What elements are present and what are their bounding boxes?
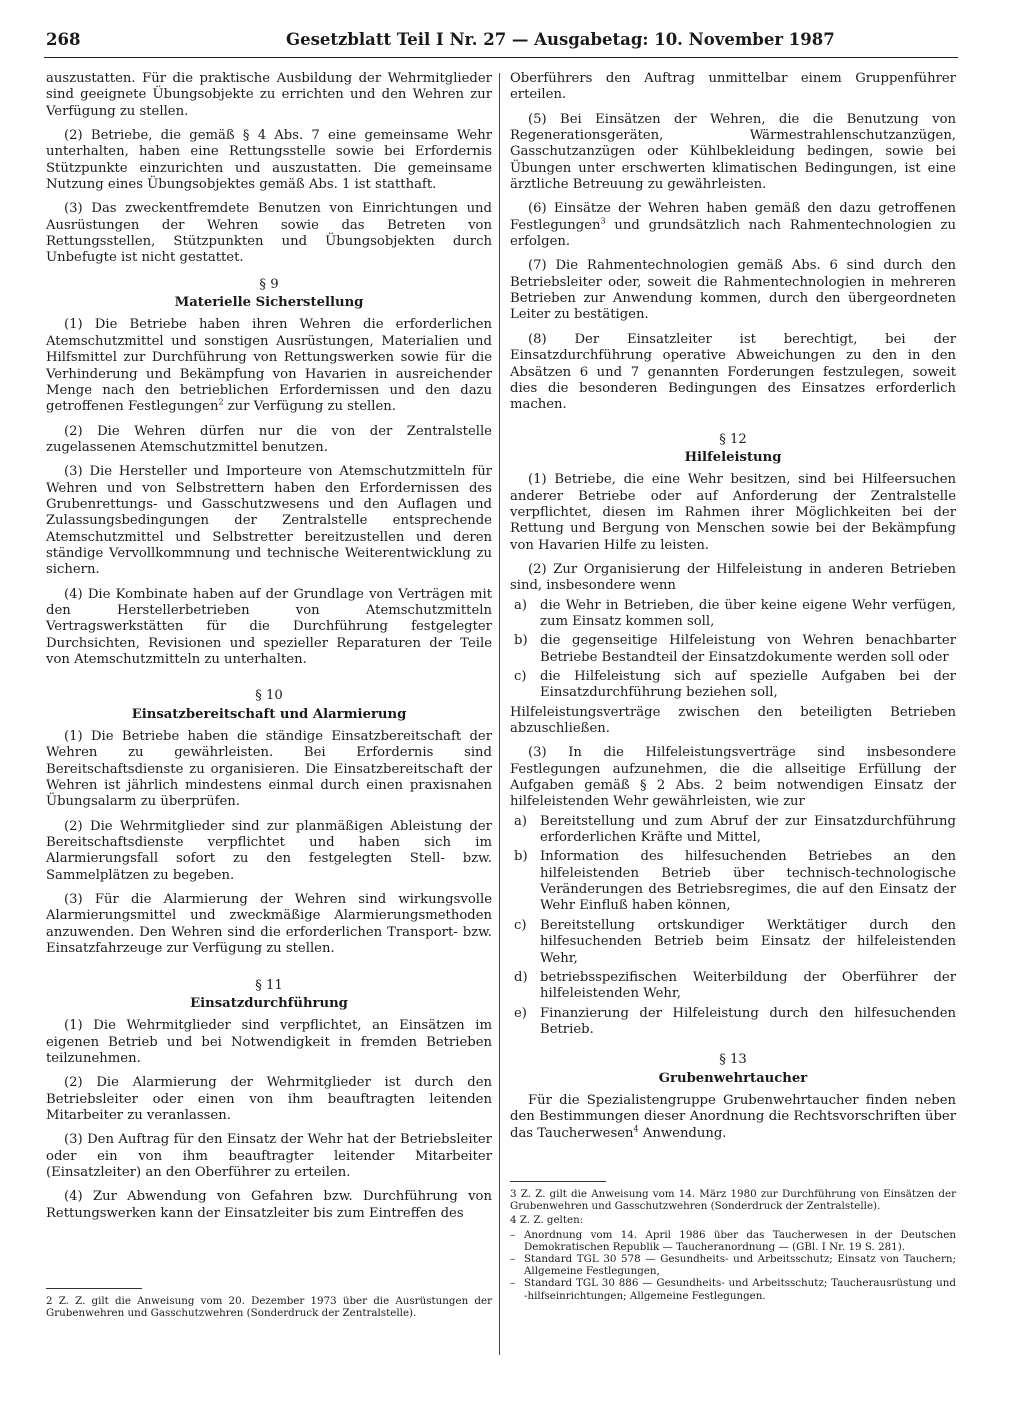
section-title: Einsatzbereitschaft und Alarmierung [131, 706, 407, 722]
item-text: Information des hilfesuchenden Betriebes an den hilfeleistenden Betrieb über technisch-technologische Veränderungen des Betriebsregimes, die auf den Einsatz der Wehr Einfluß haben können, [540, 849, 956, 914]
footnote-item-text: Anordnung vom 14. April 1986 über das Taucherwesen in der Deutschen Demokratischen Republik — Taucheranordnung — (GBl. I Nr. 19 S. 281). [524, 1228, 956, 1253]
footnote-item-text: Standard TGL 30 578 — Gesundheits- und Arbeitsschutz; Einsatz von Tauchern; Allgemeine Festlegungen, [524, 1253, 956, 1278]
page-number: 268 [46, 30, 81, 49]
section-title: Materielle Sicherstellung [174, 295, 364, 311]
section-number: § 11 [255, 977, 283, 993]
section-title: Hilfeleistung [684, 449, 782, 465]
list-item [510, 849, 956, 914]
paragraph: (4) Die Kombinate haben auf der Grundlage von Verträgen mit den Herstellerbetrieben von Atemschutzmitteln Vertragswerkstätten für die Durchführung festgelegter Durchsichten, Revisionen und spezieller Reparaturen der Teile von Atemschutzmitteln zu unterhalten. [46, 586, 492, 667]
item-label: c) [514, 917, 527, 933]
paragraph: auszustatten. Für die praktische Ausbildung der Wehrmitglieder sind geeignete Übungsobjekte zu errichten und den Wehren zur Verfügung zu stellen. [46, 71, 492, 119]
footnotes-left [46, 1288, 492, 1321]
paragraph-text: Für die Spezialistengruppe Grubenwehrtaucher finden neben den Bestimmungen dieser Anordnung die Rechtsvorschriften über das Taucherwesen [510, 1092, 956, 1141]
list-item [510, 669, 956, 702]
paragraph: (2) Betriebe, die gemäß § 4 Abs. 7 eine gemeinsame Wehr unterhalten, haben eine Rettungsstelle sowie bei Erfordernis Stützpunkte einzurichten und auszustatten. Die gemeinsame Nutzung eines Übungsobjektes gemäß Abs. 1 ist statthaft. [46, 128, 492, 193]
section-number: § 9 [259, 276, 279, 292]
paragraph: (3) Für die Alarmierung der Wehren sind wirkungsvolle Alarmierungsmittel und zweckmäßige Alarmierungsmethoden anzuwenden. Den Wehren sind die erforderlichen Transport- bzw. Einsatzfahrzeuge zur Verfügung zu stellen. [46, 892, 492, 957]
enumeration [510, 814, 956, 1038]
footnote-ref: 2 [218, 397, 224, 407]
enumeration [510, 598, 956, 702]
paragraph: (4) Zur Abwendung von Gefahren bzw. Durchführung von Rettungswerken kann der Einsatzleiter bis zum Eintreffen des [46, 1189, 492, 1221]
section-number: § 13 [719, 1052, 747, 1068]
footnote-item: – Standard TGL 30 578 — Gesundheits- und Arbeitsschutz; Einsatz von Tauchern; Allgemeine Festlegungen, [510, 1253, 956, 1278]
column-divider [499, 73, 500, 1355]
footnote-item-text: Standard TGL 30 886 — Gesundheits- und Arbeitsschutz; Taucherausrüstung und -hilfseinrichtungen; Allgemeine Festlegungen. [524, 1277, 956, 1302]
footnote-item: – Standard TGL 30 886 — Gesundheits- und Arbeitsschutz; Taucherausrüstung und -hilfseinrichtungen; Allgemeine Festlegungen. [510, 1277, 956, 1302]
list-item [510, 633, 956, 666]
paragraph: (3) In die Hilfeleistungsverträge sind insbesondere Festlegungen aufzunehmen, die die allseitige Erfüllung der Aufgaben gemäß § 2 Abs. 2 beim notwendigen Einsatz der hilfeleistenden Wehr gewährleisten, wie zur [510, 745, 956, 810]
paragraph-text: (1) Die Betriebe haben ihren Wehren die erforderlichen Atemschutzmittel und sonstigen Ausrüstungen, Materialien und Hilfsmittel zur Durchführung von Rettungswerken sowie für die Verhinderung und Bekämpfung von Havarien in ausreichender Menge nach den betrieblichen Erfordernissen und den dazu getroffenen Festlegungen [46, 317, 492, 415]
item-text: Bereitstellung und zum Abruf der zur Einsatzdurchführung erforderlichen Kräfte und Mittel, [540, 813, 956, 846]
list-item [510, 1006, 956, 1039]
right-column [510, 71, 956, 1150]
paragraph [510, 201, 956, 250]
left-column [46, 71, 492, 1230]
section-number: § 12 [719, 431, 747, 447]
paragraph: (2) Die Alarmierung der Wehrmitglieder ist durch den Betriebsleiter oder einen von ihm beauftragten leitenden Mitarbeiter zu veranlassen. [46, 1075, 492, 1123]
paragraph: Hilfeleistungsverträge zwischen den beteiligten Betrieben abzuschließen. [510, 704, 956, 737]
list-item [510, 970, 956, 1003]
paragraph-text: Anwendung. [638, 1125, 727, 1141]
footnote-rule [510, 1181, 606, 1182]
paragraph: (5) Bei Einsätzen der Wehren, die die Benutzung von Regenerationsgeräten, Wärmestrahlenschutzanzügen, Gasschutzanzügen oder Kühlbekleidung bedingen, sowie bei Übungen unter erschwerten klimatischen Bedingungen, ist eine ärztliche Betreuung zu gewährleisten. [510, 111, 956, 193]
item-text: die Wehr in Betrieben, die über keine eigene Wehr verfügen, zum Einsatz kommen soll, [540, 597, 956, 629]
section-title: Einsatzdurchführung [190, 995, 348, 1011]
paragraph [510, 1093, 956, 1142]
page-header [46, 30, 954, 56]
paragraph: Oberführers den Auftrag unmittelbar einem Gruppenführer erteilen. [510, 71, 956, 103]
list-item [510, 814, 956, 847]
section-title: Grubenwehrtaucher [658, 1070, 808, 1086]
header-rule [44, 57, 958, 58]
paragraph: (3) Die Hersteller und Importeure von Atemschutzmitteln für Wehren und von Selbstrettern haben den Erfordernissen des Grubenrettungs- und Gasschutzwesens und den Auflagen und Zulassungsbedingungen der Zentralstelle entsprechende Atemschutzmittel und Selbstretter bereitzustellen und deren ständige Vervollkommnung und technische Weiterentwicklung zu sichern. [46, 464, 492, 578]
footnote: 4 Z. Z. gelten: [510, 1214, 584, 1227]
paragraph: (1) Die Betriebe haben die ständige Einsatzbereitschaft der Wehren zu gewährleisten. Bei Erfordernis sind Bereitschaftsdienste zu organisieren. Die Einsatzbereitschaft der Wehren ist jährlich mindestens einmal durch einen praxisnahen Übungsalarm zu überprüfen. [46, 729, 492, 810]
item-label: a) [514, 813, 528, 829]
list-item [510, 598, 956, 631]
list-item [510, 918, 956, 967]
item-text: die gegenseitige Hilfeleistung von Wehren benachbarter Betriebe Bestandteil der Einsatzdokumente werden soll oder [540, 633, 956, 665]
footnote-ref: 3 [600, 216, 606, 226]
footnote: 2 Z. Z. gilt die Anweisung vom 20. Dezember 1973 über die Ausrüstungen der Grubenwehren und Gasschutzwehren (Sonderdruck der Zentralstelle). [46, 1295, 492, 1320]
item-text: Finanzierung der Hilfeleistung durch den hilfesuchenden Betrieb. [540, 1005, 956, 1037]
paragraph-text: zur Verfügung zu stellen. [223, 399, 396, 415]
item-label: c) [514, 669, 527, 684]
footnote-ref: 4 [633, 1124, 639, 1134]
item-label: b) [514, 633, 528, 649]
footnote: 3 Z. Z. gilt die Anweisung vom 14. März 1980 zur Durchführung von Einsätzen der Grubenwehren und Gasschutzwehren (Sonderdruck der Zentralstelle). [510, 1188, 956, 1213]
paragraph-text: (6) Einsätze der Wehren haben gemäß den dazu getroffenen Festlegungen [510, 201, 956, 233]
item-label: e) [514, 1005, 527, 1021]
item-text: die Hilfeleistung sich auf spezielle Aufgaben bei der Einsatzdurchführung beziehen soll, [540, 669, 956, 701]
footnote-rule [46, 1288, 142, 1289]
paragraph: (8) Der Einsatzleiter ist berechtigt, bei der Einsatzdurchführung operative Abweichungen zu den in den Absätzen 6 und 7 genannten Forderungen festzulegen, soweit dies die besonderen Bedingungen des Einsatzes erforderlich machen. [510, 331, 956, 413]
publication-title: Gesetzblatt Teil I Nr. 27 — Ausgabetag: 10. November 1987 [286, 30, 835, 49]
footnotes-right [510, 1181, 956, 1302]
paragraph: (3) Das zweckentfremdete Benutzen von Einrichtungen und Ausrüstungen der Wehren sowie das Betreten von Rettungsstellen, Stützpunkten und Übungsobjekten durch Unbefugte ist nicht gestattet. [46, 201, 492, 266]
footnote-item: – Anordnung vom 14. April 1986 über das Taucherwesen in der Deutschen Demokratischen Republik — Taucheranordnung — (GBl. I Nr. 19 S. 281). [510, 1228, 956, 1253]
paragraph-text: und grundsätzlich nach Rahmentechnologien zu erfolgen. [510, 217, 956, 250]
item-label: a) [514, 597, 528, 613]
paragraph: (7) Die Rahmentechnologien gemäß Abs. 6 sind durch den Betriebsleiter oder, soweit die Rahmentechnologien in mehreren Betrieben zur Anwendung kommen, durch den übergeordneten Leiter zu bestätigen. [510, 258, 956, 323]
item-text: betriebsspezifischen Weiterbildung der Oberführer der hilfeleistenden Wehr, [540, 969, 956, 1002]
paragraph: (2) Die Wehren dürfen nur die von der Zentralstelle zugelassenen Atemschutzmittel benutzen. [46, 423, 492, 455]
paragraph: (2) Zur Organisierung der Hilfeleistung in anderen Betrieben sind, insbesondere wenn [510, 561, 956, 594]
section-number: § 10 [255, 688, 283, 704]
item-label: d) [514, 969, 528, 985]
paragraph: (1) Betriebe, die eine Wehr besitzen, sind bei Hilfeersuchen anderer Betriebe oder auf Anforderung der Zentralstelle verpflichtet, diesen im Rahmen ihrer Möglichkeiten bei der Rettung und Bergung von Menschen sowie bei der Bekämpfung von Havarien Hilfe zu leisten. [510, 472, 956, 553]
paragraph: (1) Die Wehrmitglieder sind verpflichtet, an Einsätzen im eigenen Betrieb und bei Notwendigkeit in fremden Betrieben teilzunehmen. [46, 1018, 492, 1066]
item-text: Bereitstellung ortskundiger Werktätiger durch den hilfesuchenden Betrieb beim Einsatz der hilfeleistenden Wehr, [540, 917, 956, 966]
item-label: b) [514, 849, 528, 865]
paragraph: (3) Den Auftrag für den Einsatz der Wehr hat der Betriebsleiter oder ein von ihm beauftragter leitender Mitarbeiter (Einsatzleiter) an den Oberführer zu erteilen. [46, 1132, 492, 1180]
paragraph: (2) Die Wehrmitglieder sind zur planmäßigen Ableistung der Bereitschaftsdienste verpflichtet und haben sich im Alarmierungsfall sofort zu den festgelegten Stell- bzw. Sammelplätzen zu begeben. [46, 818, 492, 883]
paragraph [46, 317, 492, 415]
